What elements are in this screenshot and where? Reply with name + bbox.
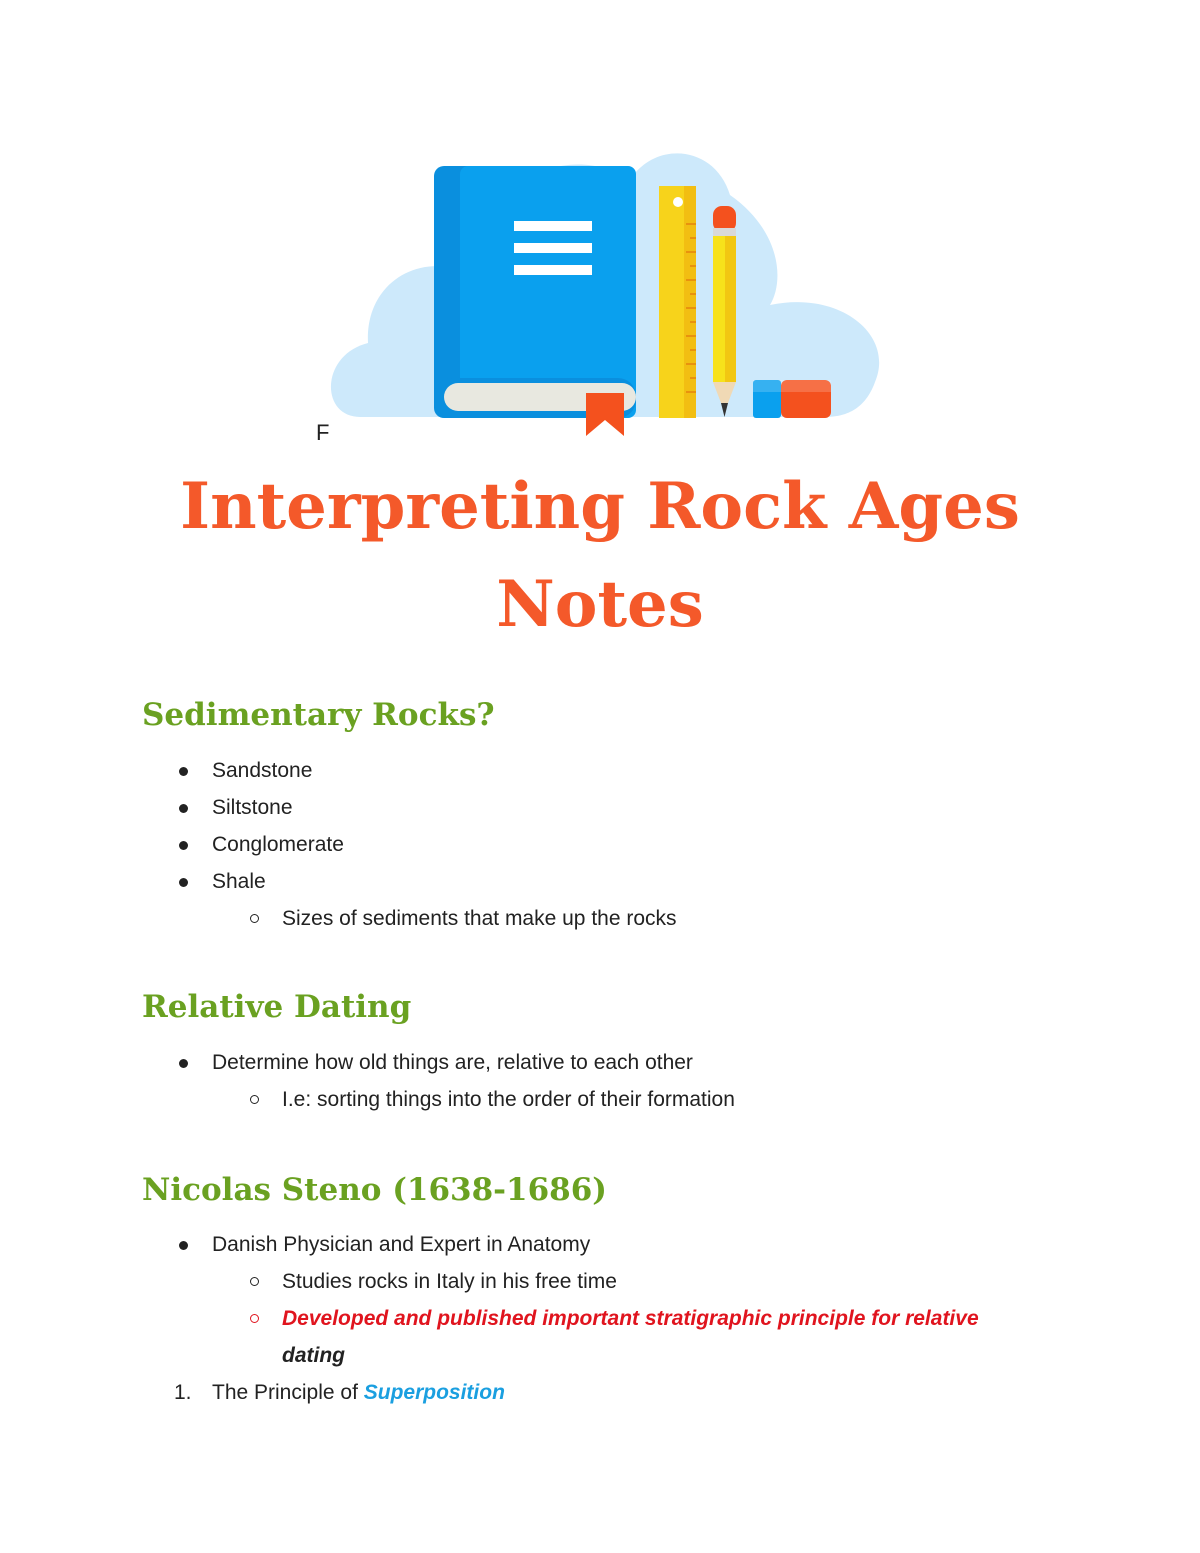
heading-relative-dating: Relative Dating — [142, 989, 412, 1025]
bullet-circle — [250, 914, 259, 923]
bullet-circle — [250, 1277, 259, 1286]
numbered-item — [0, 1374, 979, 1411]
notes-illustration — [320, 120, 900, 450]
bookmark-icon — [586, 393, 624, 436]
list-item — [0, 789, 677, 826]
title-line-1: Interpreting Rock Ages — [180, 469, 1020, 544]
list-item-text: The Principle of — [212, 1381, 364, 1404]
list-item-text: I.e: sorting things into the order of their formation — [282, 1088, 735, 1111]
ruler-icon — [659, 186, 696, 418]
eraser-icon — [753, 380, 831, 418]
superposition-term: Superposition — [363, 1381, 505, 1404]
bullet-dot — [179, 1059, 188, 1068]
sub-list-item-emphasis — [0, 1300, 979, 1337]
sub-list-item — [0, 1263, 979, 1300]
heading-nicolas-steno: Nicolas Steno (1638-1686) — [142, 1172, 607, 1208]
list-item-text: Conglomerate — [212, 833, 344, 856]
sub-list-item — [0, 900, 677, 937]
sedimentary-list — [0, 752, 677, 937]
book-icon — [434, 166, 636, 418]
list-item-text: Sandstone — [212, 759, 313, 782]
list-item-text: Shale — [212, 870, 266, 893]
list-item-text: Determine how old things are, relative to each other — [212, 1051, 693, 1074]
bullet-circle — [250, 1095, 259, 1104]
bullet-circle — [250, 1314, 259, 1323]
steno-list — [0, 1226, 979, 1411]
stray-letter: F — [316, 420, 330, 445]
list-item-text: Sizes of sediments that make up the rocks — [282, 907, 677, 930]
bullet-dot — [179, 841, 188, 850]
list-number: 1. — [174, 1381, 192, 1404]
sub-list-item-continuation — [0, 1337, 979, 1374]
list-item — [0, 863, 677, 900]
emphasis-text: dating — [282, 1344, 345, 1367]
title-line-2: Notes — [496, 567, 704, 642]
relative-dating-list — [0, 1044, 735, 1118]
list-item — [0, 1044, 735, 1081]
pencil-icon — [713, 206, 736, 417]
list-item-text: Studies rocks in Italy in his free time — [282, 1270, 617, 1293]
bullet-dot — [179, 1241, 188, 1250]
list-item — [0, 826, 677, 863]
sub-list-item — [0, 1081, 735, 1118]
heading-sedimentary-rocks: Sedimentary Rocks? — [142, 697, 495, 733]
bullet-dot — [179, 767, 188, 776]
bullet-dot — [179, 878, 188, 887]
page-title — [0, 458, 1200, 654]
bullet-dot — [179, 804, 188, 813]
list-item — [0, 1226, 979, 1263]
list-item-text: Danish Physician and Expert in Anatomy — [212, 1233, 591, 1256]
emphasis-text: Developed and published important stratigraphic principle for relative — [282, 1307, 979, 1330]
list-item-text: Siltstone — [212, 796, 293, 819]
list-item — [0, 752, 677, 789]
